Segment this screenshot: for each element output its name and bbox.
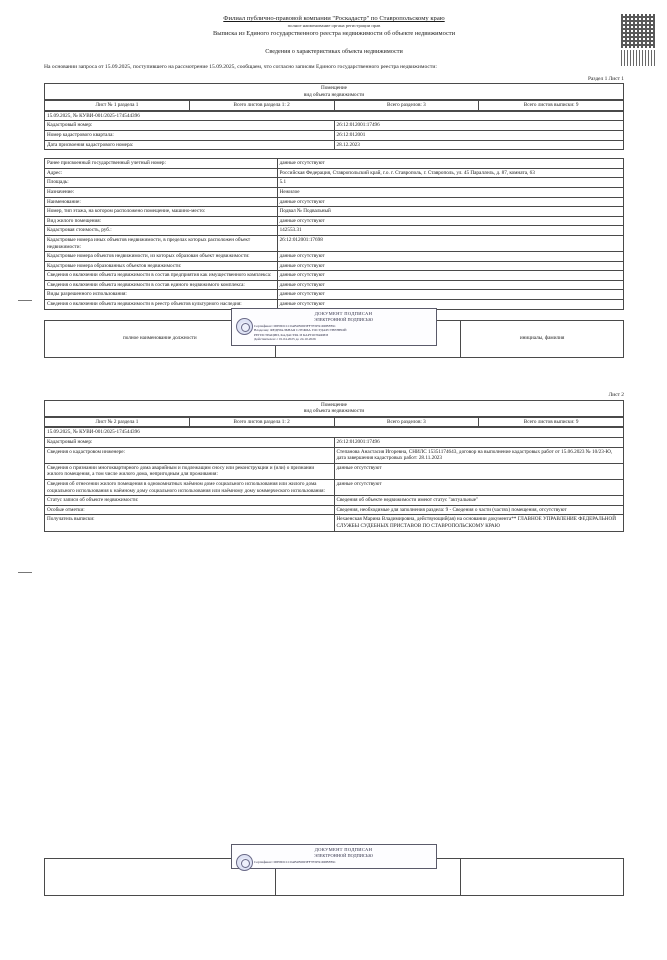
- table-row: [45, 111, 624, 121]
- row-value: данные отсутствуют: [334, 480, 624, 496]
- table-row: [45, 226, 624, 236]
- row-value: 142553.31: [277, 226, 623, 236]
- object-type-table-2: [44, 400, 624, 417]
- object-type-cell: [45, 400, 624, 416]
- object-type-value: Помещение: [321, 85, 347, 91]
- document-body: [44, 14, 624, 532]
- row-label: Кадастровый номер:: [45, 121, 335, 131]
- table-row: [45, 290, 624, 300]
- signature-initials: инициалы, фамилия: [461, 320, 624, 357]
- stamp-owner-2: РЕГИСТРАЦИИ, КАДАСТРА И КАРТОГРАФИИ: [254, 332, 328, 337]
- row-value: данные отсутствуют: [277, 300, 623, 310]
- organization-name: Филиал публично-правовой компании "Роскадастр" по Ставропольскому краю: [223, 15, 445, 22]
- row-label: Статус записи об объекте недвижимости:: [45, 496, 335, 506]
- table-row: [45, 280, 624, 290]
- row-value: 26:12:012001:17496: [334, 438, 624, 448]
- stamp-subtitle: ЭЛЕКТРОННОЙ ПОДПИСЬЮ: [314, 853, 373, 858]
- table-row: [45, 463, 624, 479]
- electronic-signature-stamp: [231, 308, 437, 346]
- row-value: Нежилое: [277, 187, 623, 197]
- cadastral-info-table: [44, 111, 624, 150]
- object-type-caption: вид объекта недвижимости: [303, 91, 365, 98]
- signature-block: [44, 310, 624, 358]
- table-row: [45, 271, 624, 281]
- row-label: Виды разрешенного использования:: [45, 290, 278, 300]
- table-row: [45, 515, 624, 531]
- margin-tick: [18, 572, 32, 573]
- row-label: Площадь:: [45, 178, 278, 188]
- row-label: Кадастровые номера объектов недвижимости, из которых образован объект недвижимости:: [45, 252, 278, 262]
- row-value: 26:12:012001:17698: [277, 235, 623, 251]
- row-value: Подвал № Подвальный: [277, 207, 623, 217]
- row-label: Назначение:: [45, 187, 278, 197]
- object-type-caption: вид объекта недвижимости: [303, 408, 365, 415]
- row-label: Номер кадастрового квартала:: [45, 130, 335, 140]
- table-row: [45, 447, 624, 463]
- margin-tick: [18, 300, 32, 301]
- pagination-total-sections: Всего разделов: 3: [334, 417, 479, 427]
- object-type-value: Помещение: [321, 401, 347, 408]
- table-row: [45, 197, 624, 207]
- table-row: [45, 480, 624, 496]
- razdel-label: Раздел 1 Лист 1: [588, 76, 624, 82]
- stamp-owner-1: Владелец: ФЕДЕРАЛЬНАЯ СЛУЖБА ГОСУДАРСТВЕННОЙ: [254, 328, 347, 333]
- signature-position: полное наименование должности: [45, 320, 276, 357]
- row-label: Сведения о включении объекта недвижимости в состав единого недвижимого комплекса:: [45, 280, 278, 290]
- stamp-certificate: Сертификат: 00Е8DC1C0AB2B0D3FF7E5E91D0BF891: [254, 323, 336, 328]
- seal-icon: [236, 318, 253, 335]
- object-type-table: [44, 83, 624, 100]
- pagination-table: [44, 100, 624, 111]
- intro-paragraph: На основании запроса от 15.09.2025, поступившего на рассмотрение 15.09.2025, сообщаем, что согласно записям Единого государственного реестра недвижимости:: [44, 64, 437, 70]
- table-row: [45, 121, 624, 131]
- row-label: Наименование:: [45, 197, 278, 207]
- pagination-total-extract: Всего листов выписки: 9: [479, 417, 624, 427]
- section-title: Сведения о характеристиках объекта недвижимости: [265, 48, 403, 55]
- row-value: Сведения об объекте недвижимости имеют статус "актуальные": [334, 496, 624, 506]
- table-row: [45, 168, 624, 178]
- document-title: Выписка из Единого государственного реестра недвижимости об объекте недвижимости: [212, 30, 455, 37]
- table-row: [45, 438, 624, 448]
- barcode-icon: [621, 50, 655, 66]
- row-value: Степанова Анастасия Игоревна, СНИЛС 15351174643, договор на выполнение кадастровых работ от 15.06.2023 № 10/23-Ю, дата завершения кадастровых работ: 28.11.2023: [334, 447, 624, 463]
- pagination-sheet: Лист № 1 раздела 1: [45, 101, 190, 111]
- row-value: 28.12.2023: [334, 140, 624, 150]
- row-label: Особые отметки:: [45, 505, 335, 515]
- signature-initials: [461, 859, 624, 896]
- row-label: Сведения о кадастровом инженере:: [45, 447, 335, 463]
- row-label: Номер, тип этажа, на котором расположено помещение, машино-место:: [45, 207, 278, 217]
- table-row: [45, 130, 624, 140]
- extract-number-cell: 15.09.2025, № КУВИ-001/2025-174544396: [45, 111, 624, 121]
- table-row: [45, 140, 624, 150]
- row-value: данные отсутствуют: [277, 271, 623, 281]
- table-row: [45, 187, 624, 197]
- row-label: Сведения о включении объекта недвижимости в состав предприятия как имущественного комплекса:: [45, 271, 278, 281]
- row-label: Кадастровая стоимость, руб.:: [45, 226, 278, 236]
- row-value: данные отсутствуют: [277, 197, 623, 207]
- row-value: данные отсутствуют: [277, 290, 623, 300]
- row-label: Получатель выписки:: [45, 515, 335, 531]
- pagination-total-sections: Всего разделов: 3: [334, 101, 479, 111]
- pagination-table-2: [44, 417, 624, 428]
- stamp-certificate: Сертификат: 00Е8DC1C0AB2B0D3FF7E5E91D0BF891: [254, 860, 336, 864]
- table-row: [45, 496, 624, 506]
- electronic-signature-stamp-2: [231, 844, 437, 869]
- row-value: данные отсутствуют: [277, 159, 623, 169]
- pagination-total-extract: Всего листов выписки: 9: [479, 101, 624, 111]
- extract-number-cell: 15.09.2025, № КУВИ-001/2025-174544396: [45, 428, 624, 438]
- row-label: Вид жилого помещения:: [45, 216, 278, 226]
- cadastral-info-table-2: [44, 427, 624, 531]
- pagination-total-sheets: Всего листов раздела 1: 2: [189, 417, 334, 427]
- row-label: Кадастровый номер:: [45, 438, 335, 448]
- row-value: данные отсутствуют: [277, 252, 623, 262]
- stamp-subtitle: ЭЛЕКТРОННОЙ ПОДПИСЬЮ: [314, 316, 373, 322]
- table-row: [45, 252, 624, 262]
- row-label: Сведения о включении объекта недвижимости в реестр объектов культурного наследия:: [45, 300, 278, 310]
- row-value: 26:12:012001: [334, 130, 624, 140]
- table-row: [45, 216, 624, 226]
- row-value: данные отсутствуют: [334, 463, 624, 479]
- row-value: Нехаенская Марина Владимировна, действующий(ая) на основании документа** ГЛАВНОЕ УПРАВЛЕНИЕ ФЕДЕРАЛЬНОЙ СЛУЖБЫ СУДЕБНЫХ ПРИСТАВОВ ПО СТАВРОПОЛЬСКОМУ КРАЮ: [334, 515, 624, 531]
- row-label: Дата присвоения кадастрового номера:: [45, 140, 335, 150]
- table-row: [45, 505, 624, 515]
- stamp-title: ДОКУМЕНТ ПОДПИСАН: [314, 310, 373, 316]
- row-value: данные отсутствуют: [277, 216, 623, 226]
- table-row: [45, 159, 624, 169]
- row-label: Кадастровые номера образованных объектов недвижимости:: [45, 261, 278, 271]
- table-row: [45, 261, 624, 271]
- row-value: 26:12:012001:17496: [334, 121, 624, 131]
- row-value: Российская Федерация, Ставропольский край, г.о. г. Ставрополь, г. Ставрополь, ул. 45 Параллель, д. 87, комната, 63: [277, 168, 623, 178]
- row-label: Сведения об отнесении жилого помещения в однокомнатных наёмном доме социального использования или жилого дома социального использования к наёмному дому социального использования или наёмному дому коммерческого использования:: [45, 480, 335, 496]
- table-row: [45, 428, 624, 438]
- row-label: Адрес:: [45, 168, 278, 178]
- organization-name-caption: полное наименование органа регистрации прав: [287, 23, 381, 28]
- row-value: Сведения, необходимые для заполнения раздела: 9 - Сведения о части (частях) помещения, отсутствуют: [334, 505, 624, 515]
- pagination-total-sheets: Всего листов раздела 1: 2: [189, 101, 334, 111]
- table-row: [45, 207, 624, 217]
- table-row: [45, 235, 624, 251]
- stamp-title: ДОКУМЕНТ ПОДПИСАН: [314, 847, 373, 852]
- table-row: [45, 178, 624, 188]
- seal-icon: [236, 854, 253, 871]
- row-label: Сведения о признании многоквартирного дома аварийным и подлежащим сносу или реконструкции и (или) о признании жилого помещения, а том числе жилого дома, непригодным для проживания:: [45, 463, 335, 479]
- row-value: данные отсутствуют: [277, 261, 623, 271]
- pagination-sheet: Лист № 2 раздела 1: [45, 417, 190, 427]
- object-characteristics-table: [44, 158, 624, 310]
- row-label: Ранее присвоенный государственный учетный номер:: [45, 159, 278, 169]
- row-label: Кадастровые номера иных объектов недвижимости, в пределах которых расположен объект недвижимости:: [45, 235, 278, 251]
- sheet-label: Лист 2: [608, 391, 624, 398]
- row-value: данные отсутствуют: [277, 280, 623, 290]
- stamp-validity: Действителен: с 01.04.2025 до 24.10.2026: [254, 337, 316, 342]
- object-type-cell: [45, 84, 624, 100]
- qr-code-icon: [621, 14, 655, 48]
- row-value: 5.1: [277, 178, 623, 188]
- signature-block-2: [44, 847, 624, 896]
